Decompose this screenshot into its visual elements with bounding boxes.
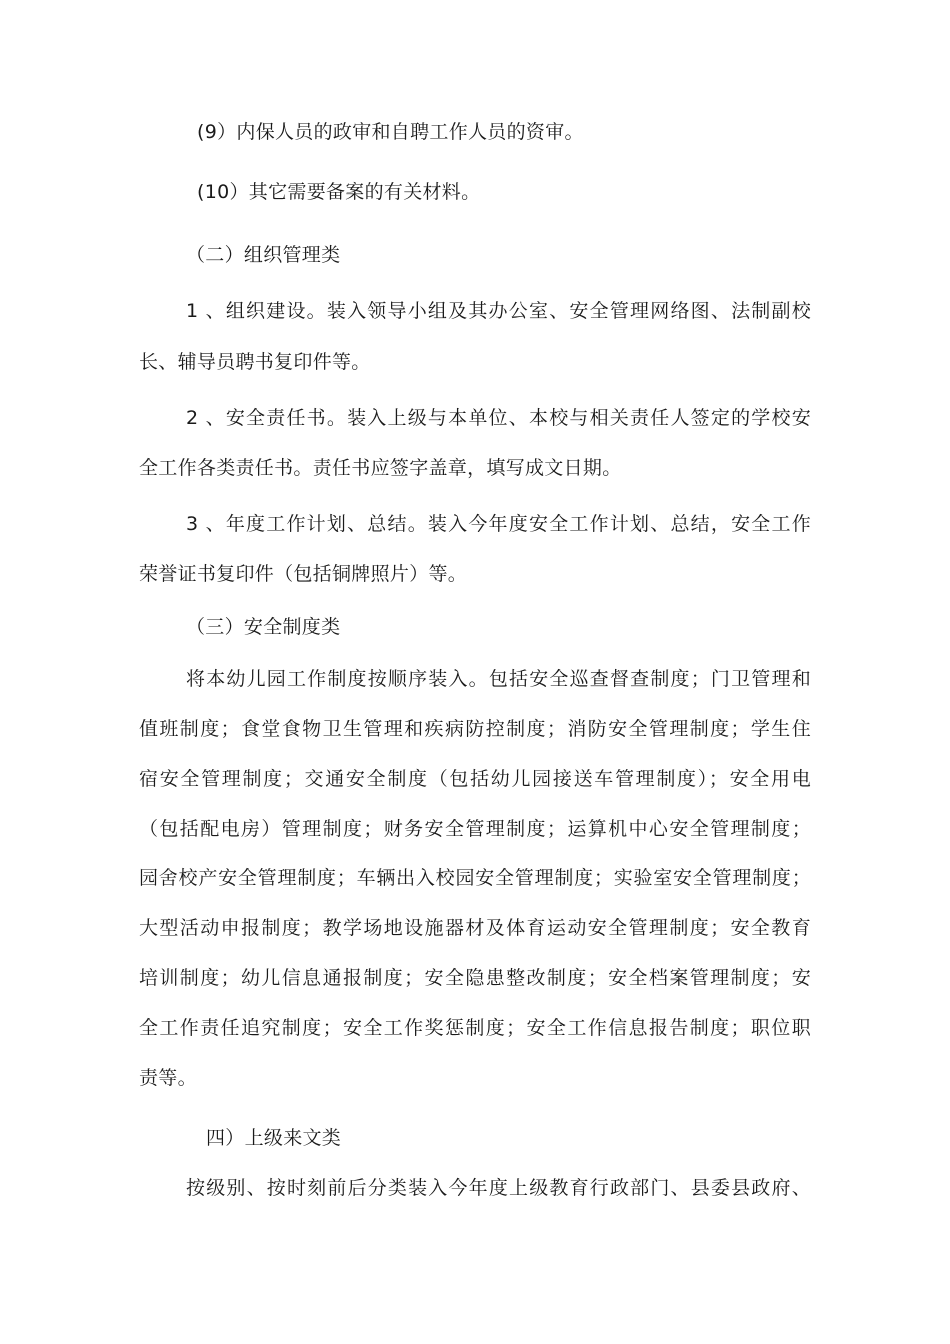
rules-line: 培训制度；幼儿信息通报制度；安全隐患整改制度；安全档案管理制度；安 xyxy=(139,967,811,989)
rules-line: 大型活动申报制度；教学场地设施器材及体育运动安全管理制度；安全教育 xyxy=(139,917,811,939)
section-heading-docs: 四）上级来文类 xyxy=(206,1127,342,1149)
section-heading-org: （二）组织管理类 xyxy=(186,244,341,266)
item-10: (10）其它需要备案的有关材料。 xyxy=(197,181,481,203)
org-item-1-line-2: 长、辅导员聘书复印件等。 xyxy=(139,351,371,373)
org-item-2-line-2: 全工作各类责任书。责任书应签字盖章，填写成文日期。 xyxy=(139,457,622,479)
rules-line: 宿安全管理制度；交通安全制度（包括幼儿园接送车管理制度）；安全用电 xyxy=(139,768,811,790)
docs-line-1: 按级别、按时刻前后分类装入今年度上级教育行政部门、县委县政府、 xyxy=(186,1177,811,1199)
org-item-1-line-1: 1 、组织建设。装入领导小组及其办公室、安全管理网络图、法制副校 xyxy=(186,300,811,322)
rules-line: 全工作责任追究制度；安全工作奖惩制度；安全工作信息报告制度；职位职 xyxy=(139,1017,811,1039)
rules-line: 将本幼儿园工作制度按顺序装入。包括安全巡查督查制度；门卫管理和 xyxy=(186,668,811,690)
item-9: (9）内保人员的政审和自聘工作人员的资审。 xyxy=(197,121,584,143)
rules-line: （包括配电房）管理制度；财务安全管理制度；运算机中心安全管理制度； xyxy=(139,818,811,840)
rules-line: 园舍校产安全管理制度；车辆出入校园安全管理制度；实验室安全管理制度； xyxy=(139,867,811,889)
org-item-3-line-2: 荣誉证书复印件（包括铜牌照片）等。 xyxy=(139,563,468,585)
org-item-2-line-1: 2 、安全责任书。装入上级与本单位、本校与相关责任人签定的学校安 xyxy=(186,407,811,429)
rules-line: 值班制度；食堂食物卫生管理和疾病防控制度；消防安全管理制度；学生住 xyxy=(139,718,811,740)
section-heading-rules: （三）安全制度类 xyxy=(186,616,341,638)
rules-line: 责等。 xyxy=(139,1067,197,1089)
org-item-3-line-1: 3 、年度工作计划、总结。装入今年度安全工作计划、总结，安全工作 xyxy=(186,513,811,535)
